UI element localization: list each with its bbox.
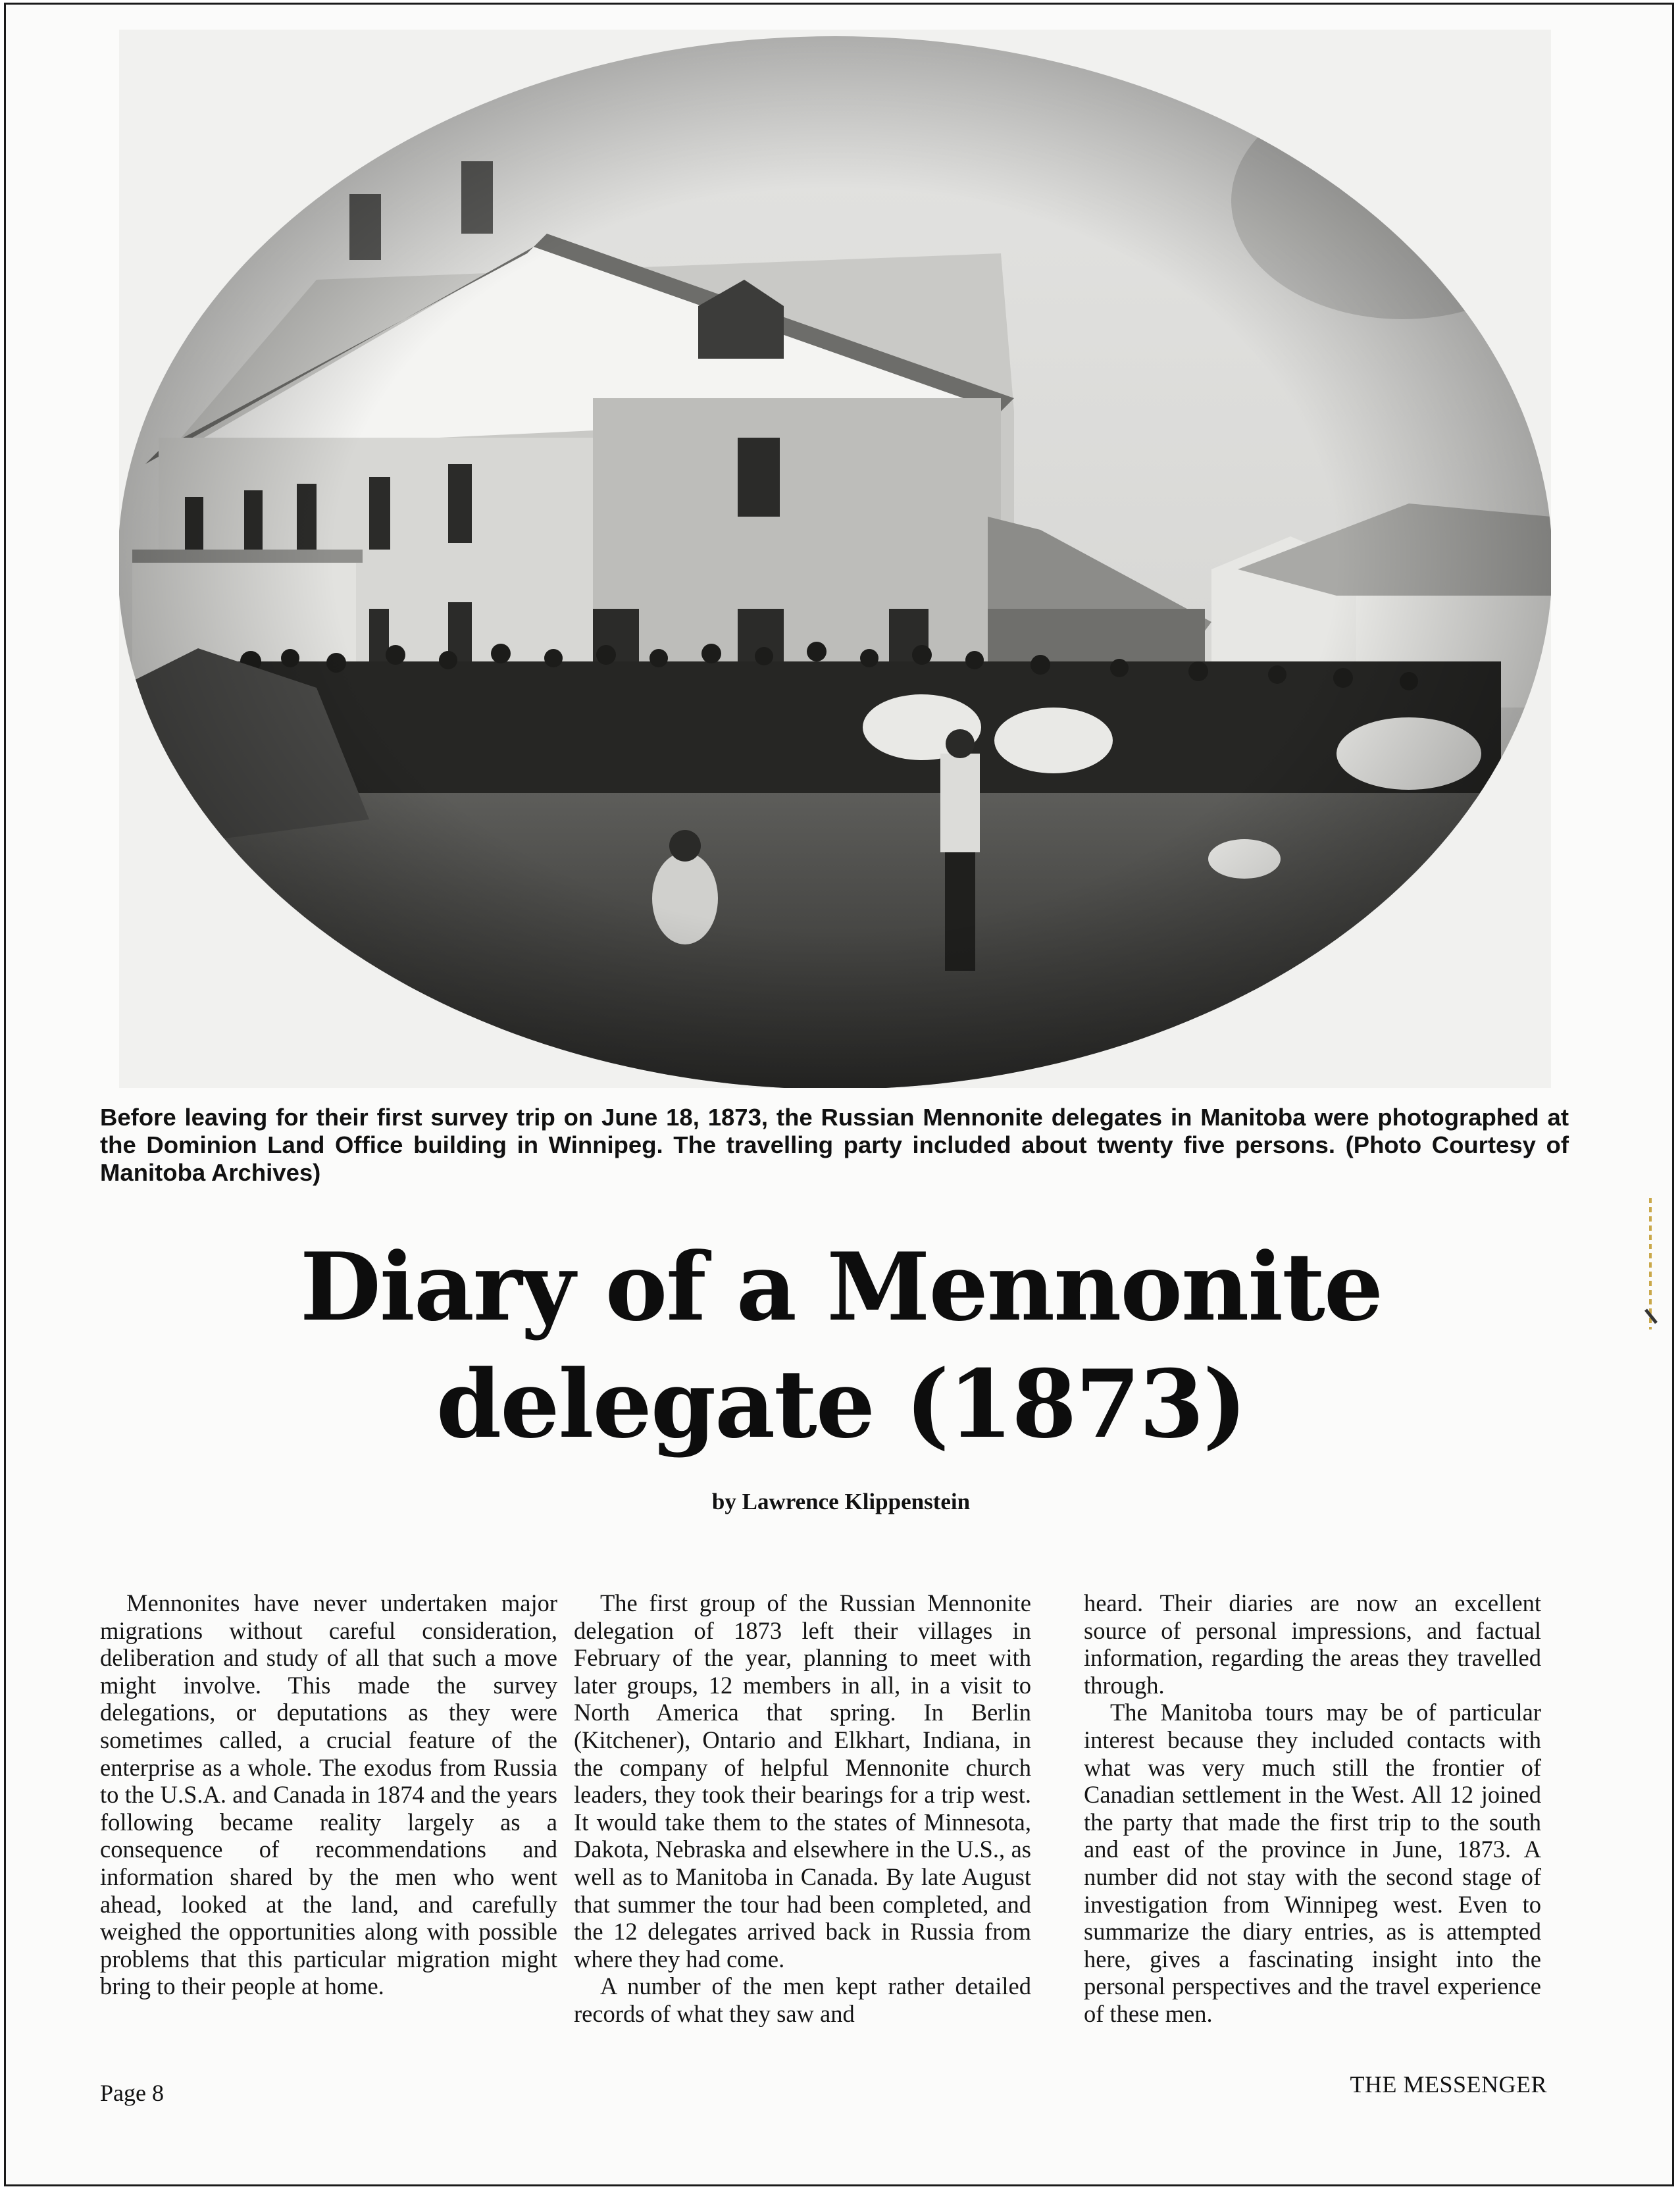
magazine-page bbox=[4, 3, 1674, 2186]
text-column-2 bbox=[574, 1589, 1031, 2028]
paragraph: heard. Their diaries are now an excellent source of personal impressions, and factual information, regarding the areas they travelled through. bbox=[1084, 1589, 1541, 1699]
paragraph: The first group of the Russian Mennonite delegation of 1873 left their villages in February of the year, planning to meet with later groups, 12 members in all, in a visit to North America that spring. In Berlin (Kitchener), Ontario and Elkhart, Indiana, in the company of helpful Mennonite church leaders, they took their bearings for a trip west. It would take them to the states of Minnesota, Dakota, Nebraska and elsewhere in the U.S., as well as to Manitoba in Canada. By late August that summer the tour had been completed, and the 12 delegates arrived back in Russia from where they had come. bbox=[574, 1589, 1031, 1972]
photo-illustration bbox=[119, 30, 1551, 1088]
binding-edge-mark bbox=[1643, 1198, 1658, 1329]
paragraph: Mennonites have never undertaken major migrations without careful consideration, deliberation and study of all that such a move might involve. This made the survey delegations, or deputations as they were sometimes called, a crucial feature of the enterprise as a whole. The exodus from Russia to the U.S.A. and Canada in 1874 and the years following became reality largely as a consequence of recommendations and information shared by the men who went ahead, looked at the land, and carefully weighed the opportunities along with possible problems that this particular migration might bring to their people at home. bbox=[100, 1589, 557, 2000]
historical-photograph bbox=[119, 30, 1551, 1088]
article-title-line-2: delegate (1873) bbox=[436, 1350, 1246, 1459]
article-title bbox=[6, 1229, 1676, 1463]
author-byline: by Lawrence Klippenstein bbox=[711, 1489, 971, 1514]
text-column-3 bbox=[1084, 1589, 1541, 2028]
publication-name: THE MESSENGER bbox=[1350, 2071, 1547, 2098]
photo-caption: Before leaving for their first survey trip on June 18, 1873, the Russian Mennonite delegates in Manitoba were photographed at the Dominion Land Office building in Winnipeg. The travelling party included about twenty five persons. (Photo Courtesy of Manitoba Archives) bbox=[100, 1104, 1569, 1186]
text-column-1 bbox=[100, 1589, 557, 2000]
paragraph: A number of the men kept rather detailed records of what they saw and bbox=[574, 1972, 1031, 2027]
paragraph: The Manitoba tours may be of particular interest because they included contacts with what was very much still the frontier of Canadian settlement in the West. All 12 joined the party that made the first trip to the south and east of the province in June, 1873. A number did not stay with the second stage of investigation from Winnipeg west. Even to summarize the diary entries, as is attempted here, gives a fascinating insight into the personal perspectives and the travel experience of these men. bbox=[1084, 1699, 1541, 2027]
article-title-line-1: Diary of a Mennonite bbox=[299, 1233, 1383, 1342]
page-number: Page 8 bbox=[100, 2080, 164, 2106]
